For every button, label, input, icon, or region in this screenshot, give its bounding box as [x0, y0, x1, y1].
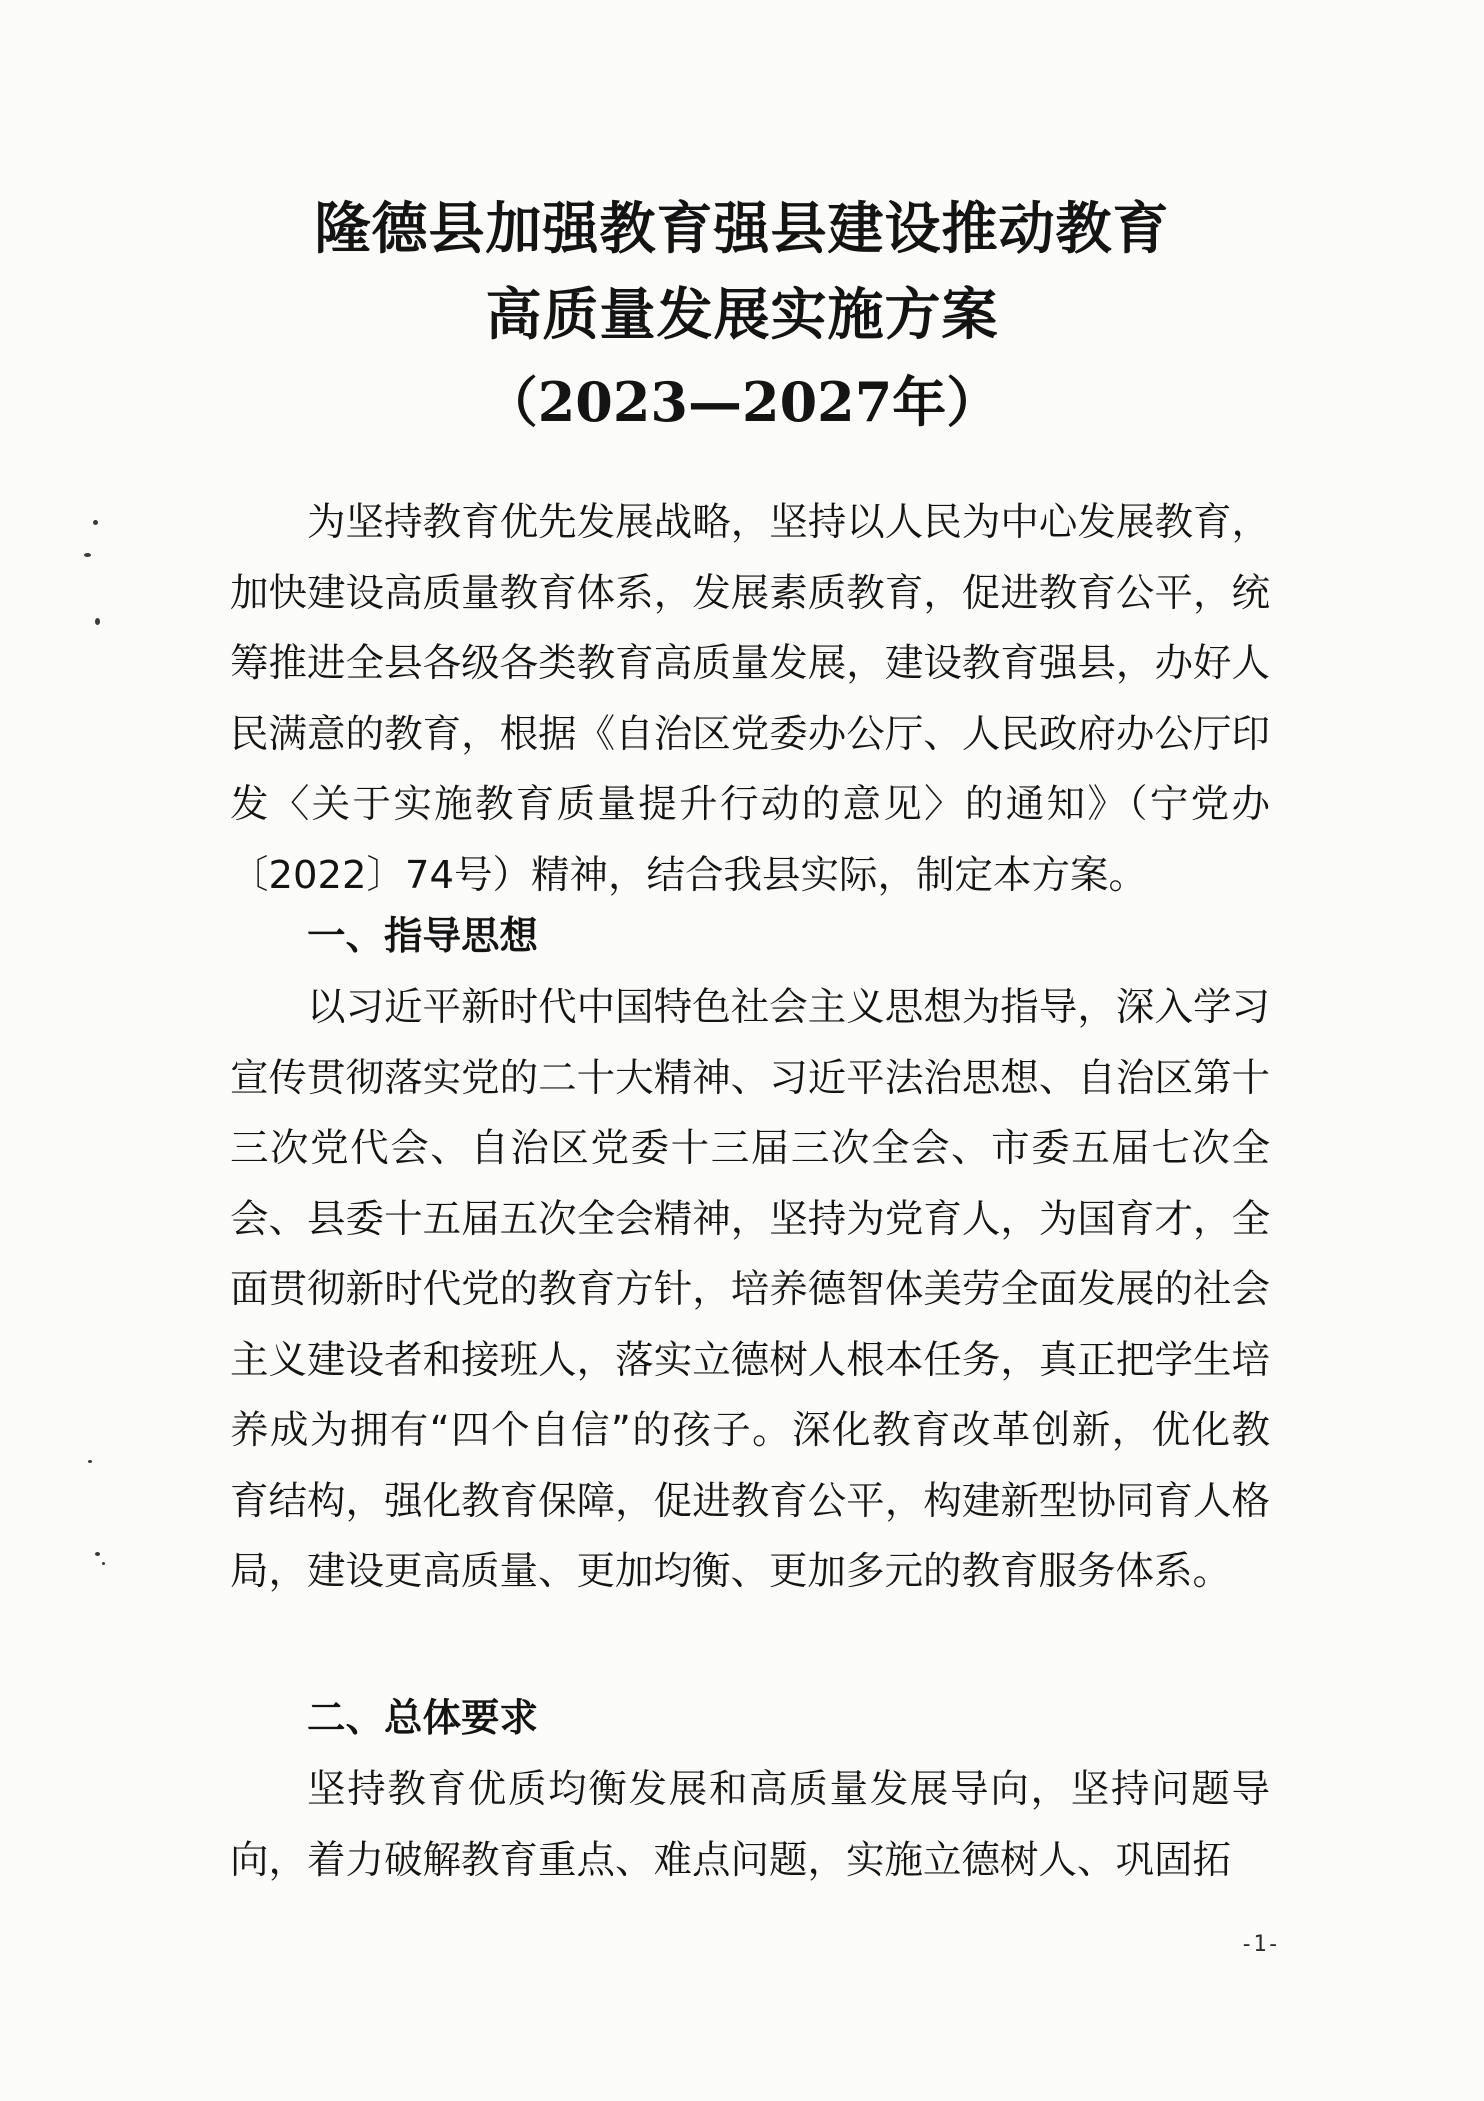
intro-block [230, 488, 1270, 911]
scan-speck [84, 553, 91, 557]
section-paragraph: 以习近平新时代中国特色社会主义思想为指导，深入学习宣传贯彻落实党的二十大精神、习近平法治思想、自治区第十三次党代会、自治区党委十三届三次全会、市委五届七次全会、县委十五届五次全会精神，坚持为党育人，为国育才，全面贯彻新时代党的教育方针，培养德智体美劳全面发展的社会主义建设者和接班人，落实立德树人根本任务，真正把学生培养成为拥有“四个自信”的孩子。深化教育改革创新，优化教育结构，强化教育保障，促进教育公平，构建新型协同育人格局，建设更高质量、更加均衡、更加多元的教育服务体系。 [230, 985, 1270, 1594]
section-heading: 二、总体要求 [307, 1696, 539, 1741]
section-2-body [230, 1755, 1270, 1896]
page-number: -1- [1240, 1932, 1280, 1957]
scan-speck [93, 520, 98, 525]
section-2 [230, 1684, 1270, 1755]
scan-speck [102, 1562, 105, 1565]
section-paragraph: 坚持教育优质均衡发展和高质量发展导向，坚持问题导向，着力破解教育重点、难点问题，实施立德树人、巩固拓 [230, 1767, 1270, 1883]
title-years: （2023—2027年） [483, 370, 1001, 434]
scan-speck [95, 1552, 100, 1556]
intro-paragraph: 为坚持教育优先发展战略，坚持以人民为中心发展教育，加快建设高质量教育体系，发展素质教育，促进教育公平，统筹推进全县各级各类教育高质量发展，建设教育强县，办好人民满意的教育，根据《自治区党委办公厅、人民政府办公厅印发〈关于实施教育质量提升行动的意见〉的通知》（宁党办〔2022〕74号）精神，结合我县实际，制定本方案。 [230, 500, 1270, 898]
section-heading: 一、指导思想 [307, 914, 539, 959]
section-1-body [230, 973, 1270, 1608]
document-title [0, 186, 1484, 446]
title-line-1: 隆德县加强教育强县建设推动教育 [314, 196, 1170, 262]
scan-speck [88, 1460, 92, 1463]
section-1 [230, 902, 1270, 973]
scan-speck [95, 618, 100, 625]
title-line-2: 高质量发展实施方案 [485, 282, 999, 348]
